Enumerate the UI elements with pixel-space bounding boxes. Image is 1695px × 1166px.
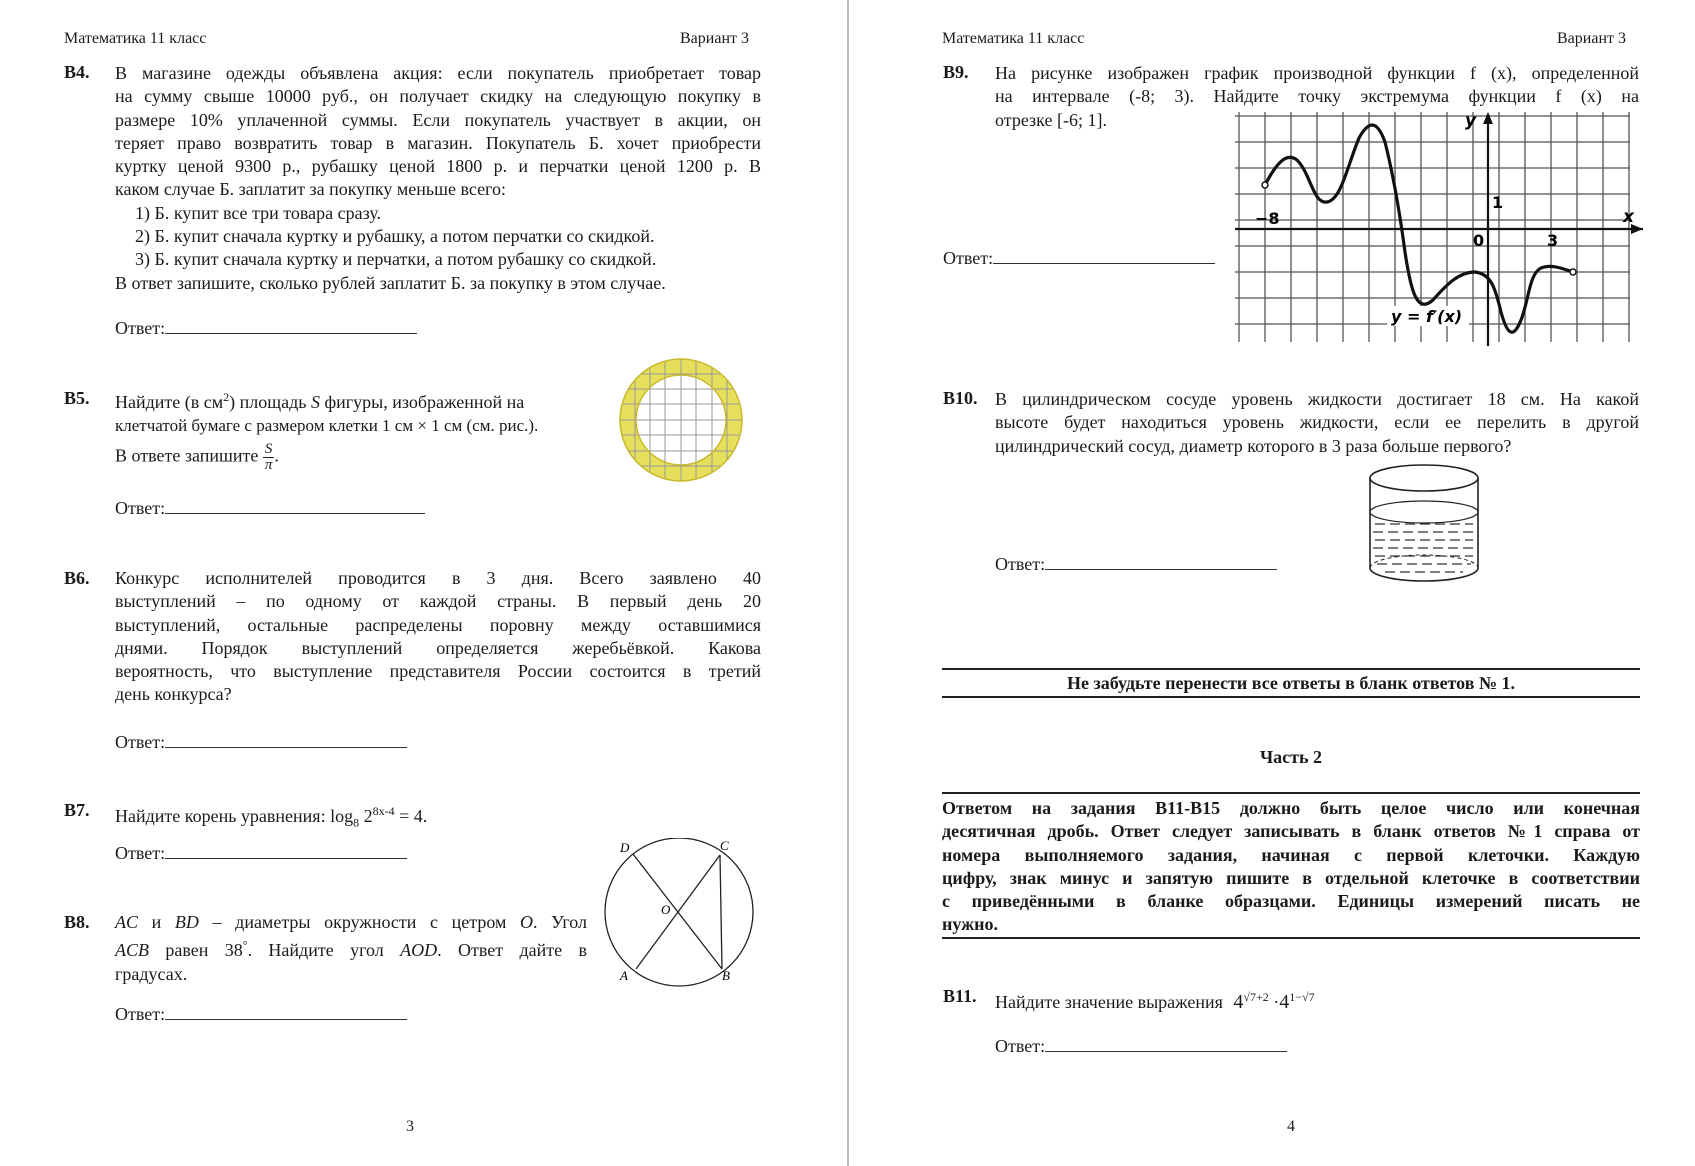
task-b4-option: 2) Б. купит сначала куртку и рубашку, а потом перчатки со скидкой. xyxy=(135,226,655,247)
answer-line[interactable] xyxy=(165,499,425,514)
circle-outline xyxy=(605,838,753,986)
task-b6-line: день конкурса? xyxy=(115,684,232,705)
chord-cb xyxy=(720,855,722,969)
degree-sign: ° xyxy=(242,938,248,953)
page-number: 4 xyxy=(1287,1118,1295,1135)
task-b8-line: градусах. xyxy=(115,963,188,984)
power-base: 2 xyxy=(363,806,373,826)
answer-line[interactable] xyxy=(1045,1037,1287,1052)
task-b4-line: куртку ценой 9300 р., рубашку ценой 1800 р. и перчатки ценой 1200 р. В xyxy=(115,156,761,177)
power-exponent: 8x-4 xyxy=(372,804,395,818)
task-b4-line: размере 10% уплаченной суммы. Если покупатель участвует в акции, он xyxy=(115,109,761,130)
task-b4-option: 3) Б. купит сначала куртку и перчатки, а потом рубашку со скидкой. xyxy=(135,249,657,270)
instructions-line: Ответом на задания В11-В15 должно быть целое число или конечная xyxy=(942,798,1640,818)
task-b4-text xyxy=(115,62,761,295)
angle-acb: ACB xyxy=(115,940,149,961)
answer-label: Ответ: xyxy=(943,248,994,268)
y-axis-label: y xyxy=(1465,112,1477,131)
task-b8-answer[interactable] xyxy=(115,1004,407,1025)
task-b5-text-c: фигуры, изображенной на xyxy=(324,392,525,412)
task-b10-line: цилиндрический сосуд, диаметр которого в 3 раза больше первого? xyxy=(995,435,1512,456)
header-variant: Вариант 3 xyxy=(680,30,749,47)
task-b5-line xyxy=(115,442,615,473)
function-label: y = f′(x) xyxy=(1391,307,1463,326)
task-b9-line: на интервале (-8; 3). Найдите точку экстремума функции f (x) на xyxy=(995,86,1639,107)
task-b5-fraction xyxy=(263,442,275,473)
answer-label: Ответ: xyxy=(115,732,166,752)
tick-label-one: 1 xyxy=(1492,193,1504,212)
b8-text-2: . Угол xyxy=(533,912,587,932)
instructions-top-rule xyxy=(942,792,1640,794)
fraction-denominator: π xyxy=(264,456,273,473)
task-b11-prompt: Найдите значение выражения xyxy=(995,992,1223,1012)
task-b5-text xyxy=(115,386,615,473)
task-b11-number: В11. xyxy=(943,986,977,1006)
task-b6-text xyxy=(115,567,761,707)
task-b9-line: отрезке [-6; 1]. xyxy=(995,109,1107,130)
ring-figure xyxy=(615,356,755,496)
answer-label: Ответ: xyxy=(115,498,166,518)
task-b7-text-a: Найдите корень уравнения: log xyxy=(115,806,354,826)
task-b10-text xyxy=(995,388,1639,458)
instructions-line: десятичная дробь. Ответ следует записывать в бланк ответов №1 справа от xyxy=(942,821,1640,842)
task-b4-line: В магазине одежды объявлена акция: если покупатель приобретает товар xyxy=(115,63,761,83)
b8-and: и xyxy=(138,912,175,932)
task-b7-text-b: = 4. xyxy=(399,806,428,826)
angle-aod: AOD xyxy=(400,940,438,961)
circle-diagram xyxy=(596,838,764,988)
answer-label: Ответ: xyxy=(115,843,166,863)
b8-text-3: равен 38 xyxy=(149,940,243,961)
reminder-top-rule xyxy=(942,668,1640,670)
endpoint-right xyxy=(1570,269,1576,275)
task-b6-line: днями. Порядок выступлений определяется жеребьёвкой. Какова xyxy=(115,637,761,658)
task-b5-text-a: Найдите (в см xyxy=(115,392,224,412)
answer-line[interactable] xyxy=(165,1005,407,1020)
answer-line[interactable] xyxy=(1045,555,1277,570)
derivative-graph xyxy=(1235,112,1643,346)
reminder-bottom-rule xyxy=(942,696,1640,698)
task-b4-number: В4. xyxy=(64,62,90,82)
task-b5-line: клетчатой бумаге с размером клетки 1 см × 1 см (см. рис.). xyxy=(115,416,539,436)
power-2-base: 4 xyxy=(1279,991,1290,1013)
task-b5-text-b: ) площадь xyxy=(229,392,307,412)
instructions-text xyxy=(942,797,1640,937)
y-axis-arrow xyxy=(1483,112,1493,124)
x-axis-label: x xyxy=(1623,207,1634,227)
log-base: 8 xyxy=(353,815,360,830)
task-b4-line: каком случае Б. заплатит за покупку меньше всего: xyxy=(115,179,506,200)
task-b9-answer[interactable] xyxy=(943,248,1215,269)
page-number: 3 xyxy=(406,1118,414,1135)
liquid-hatching xyxy=(1373,524,1475,572)
multiply-dot: · xyxy=(1273,992,1280,1012)
diameter-ac xyxy=(636,855,720,969)
answer-label: Ответ: xyxy=(115,1004,166,1024)
label-a: A xyxy=(620,968,628,983)
task-b8-text xyxy=(115,911,587,986)
header-variant: Вариант 3 xyxy=(1557,30,1626,47)
task-b5-number: В5. xyxy=(64,388,90,408)
page-divider xyxy=(847,0,849,1166)
header-subject: Математика 11 класс xyxy=(64,30,207,47)
task-b11-answer[interactable] xyxy=(995,1036,1287,1057)
task-b10-answer[interactable] xyxy=(995,554,1277,575)
instructions-bottom-rule xyxy=(942,937,1640,939)
task-b6-answer[interactable] xyxy=(115,732,407,753)
task-b6-line: выступлений, остальные распределены поровну между оставшимися xyxy=(115,614,761,635)
task-b4-option: 1) Б. купит все три товара сразу. xyxy=(135,202,382,223)
answer-line[interactable] xyxy=(165,319,417,334)
answer-label: Ответ: xyxy=(115,318,166,338)
point-o: O xyxy=(520,912,534,932)
header-subject: Математика 11 класс xyxy=(942,30,1085,47)
task-b10-line: В цилиндрическом сосуде уровень жидкости достигает 18 см. На какой xyxy=(995,389,1639,409)
answer-label: Ответ: xyxy=(995,554,1046,574)
task-b11-text xyxy=(995,986,1315,1014)
b8-text-4: . Найдите угол xyxy=(247,940,401,961)
tick-label-minus8: −8 xyxy=(1255,209,1280,228)
instructions-line: номера выполняемого задания, начиная с первой клеточки. Каждую xyxy=(942,844,1640,865)
answer-line[interactable] xyxy=(165,733,407,748)
seg-bd: BD xyxy=(174,912,199,932)
task-b7-text xyxy=(115,800,427,835)
task-b10-line: высоте будет находиться уровень жидкости, если ее перелить в другой xyxy=(995,412,1639,433)
label-b: B xyxy=(722,968,730,983)
instructions-line: нужно. xyxy=(942,914,999,935)
task-b4-final: В ответ запишите, сколько рублей заплатит Б. за покупку в этом случае. xyxy=(115,272,666,293)
task-b10-number: В10. xyxy=(943,388,978,408)
task-b6-line: вероятность, что выступление представителя России состоится в третий xyxy=(115,661,761,682)
power-1-exponent: √7+2 xyxy=(1243,990,1269,1004)
answer-line[interactable] xyxy=(165,844,407,859)
instructions-line: цифру, знак минус и запятую пишите в отдельной клеточке в соответствии xyxy=(942,867,1640,888)
task-b4-answer[interactable] xyxy=(115,318,417,339)
b8-text-5: . Ответ дайте в xyxy=(437,940,587,961)
task-b5-sup: 2 xyxy=(223,390,230,404)
task-b9-number: В9. xyxy=(943,62,969,82)
answer-label: Ответ: xyxy=(995,1036,1046,1056)
task-b6-line: Конкурс исполнителей проводится в 3 дня. Всего заявлено 40 xyxy=(115,568,761,588)
task-b8-line xyxy=(115,911,587,934)
b8-text-1: – диаметры окружности с цетром xyxy=(198,912,521,932)
power-1-base: 4 xyxy=(1233,991,1244,1013)
task-b5-answer[interactable] xyxy=(115,498,425,519)
endpoint-left xyxy=(1262,182,1268,188)
task-b7-number: В7. xyxy=(64,800,90,820)
task-b6-number: В6. xyxy=(64,568,90,588)
page-4 xyxy=(850,0,1695,1166)
power-2-exponent: 1−√7 xyxy=(1289,990,1315,1004)
cylinder-figure xyxy=(1365,462,1483,588)
instructions-line: с приведёнными в бланке образцами. Единицы измерений писать не xyxy=(942,891,1640,912)
task-b5-line xyxy=(115,386,615,414)
liquid-surface xyxy=(1370,501,1478,523)
label-o: O xyxy=(661,902,671,917)
task-b5-text-d: В ответе запишите xyxy=(115,445,259,466)
seg-ac: AC xyxy=(115,912,139,932)
tick-label-three: 3 xyxy=(1547,231,1559,250)
answer-line[interactable] xyxy=(993,249,1215,264)
part-2-heading: Часть 2 xyxy=(1259,747,1323,767)
task-b4-line: на сумму свыше 10000 руб., он получает скидку на следующую покупку в xyxy=(115,86,761,107)
task-b5-period: . xyxy=(274,445,279,466)
tick-label-zero: 0 xyxy=(1473,231,1485,250)
task-b7-answer[interactable] xyxy=(115,843,407,864)
label-d: D xyxy=(620,840,630,855)
fraction-numerator: S xyxy=(264,440,273,457)
label-c: C xyxy=(720,838,729,853)
task-b9-line: На рисунке изображен график производной функции f (x), определенной xyxy=(995,63,1639,83)
task-b6-line: выступлений – по одному от каждой страны. В первый день 20 xyxy=(115,591,761,612)
task-b5-var: S xyxy=(310,392,320,412)
task-b8-line xyxy=(115,934,587,962)
task-b4-line: теряет право возвратить товар в магазин. Покупатель Б. хочет приобрести xyxy=(115,132,761,153)
reminder-text: Не забудьте перенести все ответы в бланк ответов № 1. xyxy=(1066,673,1516,693)
task-b8-number: В8. xyxy=(64,912,90,932)
